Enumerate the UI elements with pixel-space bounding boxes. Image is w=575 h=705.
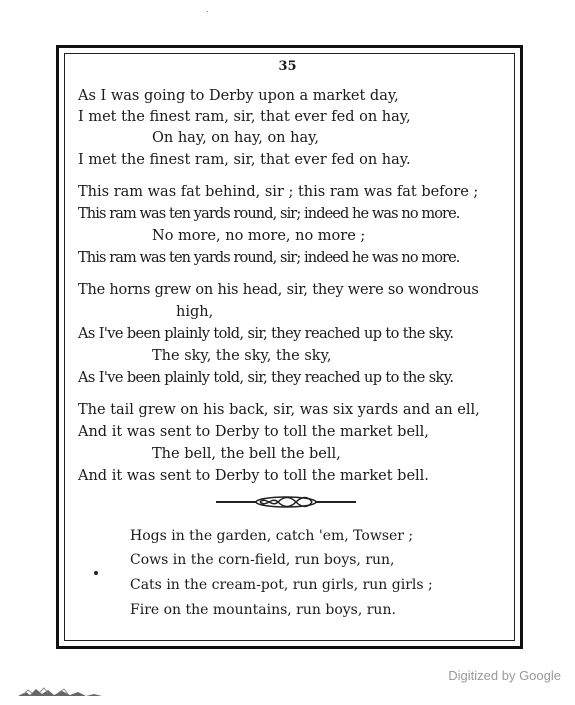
verse-3-line-4: The sky, the sky, the sky, — [152, 348, 332, 364]
verse-1-line-3: On hay, on hay, on hay, — [152, 130, 319, 146]
verse-2-line-4: This ram was ten yards round, sir; indeed he was no more. — [78, 250, 460, 266]
google-watermark: Digitized by Google — [448, 668, 561, 683]
rhyme-2-line-4: Fire on the mountains, run boys, run. — [130, 602, 396, 618]
ornament-divider — [216, 495, 356, 509]
verse-1-line-4: I met the finest ram, sir, that ever fed on hay. — [78, 152, 411, 168]
rhyme-2-line-2: Cows in the corn-field, run boys, run, — [130, 552, 395, 568]
rhyme-2-line-3: Cats in the cream-pot, run girls, run girls ; — [130, 577, 433, 593]
verse-4-line-4: And it was sent to Derby to toll the market bell. — [78, 468, 429, 484]
scan-footer-mark — [18, 684, 108, 698]
verse-3-line-2: high, — [176, 304, 214, 320]
rhyme-2-line-1: Hogs in the garden, catch 'em, Towser ; — [130, 528, 414, 544]
verse-3-line-3: As I've been plainly told, sir, they reached up to the sky. — [78, 326, 454, 342]
ink-spot — [94, 571, 98, 575]
verse-4-line-3: The bell, the bell the bell, — [152, 446, 341, 462]
verse-1-line-2: I met the finest ram, sir, that ever fed on hay, — [78, 109, 411, 125]
page-speck — [207, 11, 208, 12]
verse-3-line-1: The horns grew on his head, sir, they were so wondrous — [78, 282, 479, 298]
verse-1-line-1: As I was going to Derby upon a market day, — [78, 88, 399, 104]
verse-3-line-5: As I've been plainly told, sir, they reached up to the sky. — [78, 370, 454, 386]
verse-2-line-1: This ram was fat behind, sir ; this ram was fat before ; — [78, 184, 479, 200]
verse-4-line-1: The tail grew on his back, sir, was six yards and an ell, — [78, 402, 480, 418]
verse-2-line-2: This ram was ten yards round, sir; indeed he was no more. — [78, 206, 460, 222]
verse-2-line-3: No more, no more, no more ; — [152, 228, 366, 244]
page-number: 35 — [278, 59, 297, 74]
verse-4-line-2: And it was sent to Derby to toll the market bell, — [78, 424, 429, 440]
